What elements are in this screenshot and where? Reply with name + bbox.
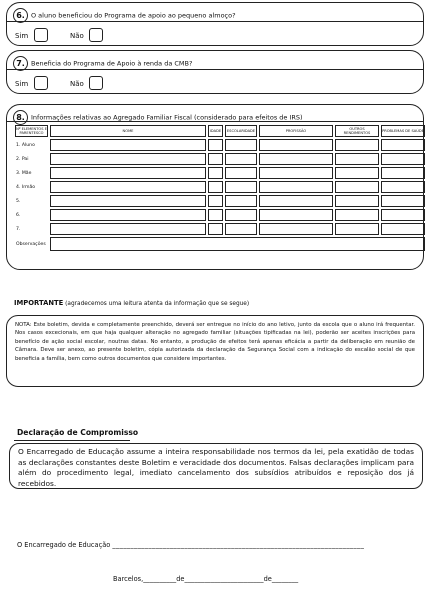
table-row — [15, 181, 425, 193]
observations-label: Observações — [16, 241, 46, 247]
question-6-box — [6, 2, 424, 46]
header-name: NOME — [50, 125, 206, 137]
signature-line — [17, 541, 364, 549]
profession-cell[interactable] — [259, 153, 333, 165]
question-8-text: Informações relativas ao Agregado Familiar Fiscal (considerado para efeitos de IRS) — [31, 113, 303, 122]
important-subtitle: (agradecemos uma leitura atenta da informação que se segue) — [63, 301, 250, 307]
education-cell[interactable] — [225, 167, 257, 179]
age-cell[interactable] — [208, 139, 223, 151]
date-city: Barcelos, — [113, 575, 144, 583]
declaration-text: O Encarregado de Educação assume a inteira responsabilidade nos termos da lei, pela exatidão de todas as declarações constantes deste Boletim e veracidade dos documentos. Falsas declarações implicam para além do procedimento legal, imediato cancelamento dos subsídios atribuídos e reposição dos já recebidos. — [18, 447, 414, 488]
question-7-divider — [7, 69, 423, 70]
date-line — [113, 575, 298, 583]
table-row — [15, 209, 425, 221]
education-cell[interactable] — [225, 195, 257, 207]
q6-no-label: Não — [70, 32, 84, 40]
age-cell[interactable] — [208, 153, 223, 165]
other-income-cell[interactable] — [335, 139, 379, 151]
row-label: 3. Mãe — [16, 170, 32, 176]
age-cell[interactable] — [208, 167, 223, 179]
other-income-cell[interactable] — [335, 209, 379, 221]
q7-yes-label: Sim — [15, 80, 29, 88]
health-cell[interactable] — [381, 139, 425, 151]
family-table-header — [15, 125, 425, 137]
name-cell[interactable] — [50, 181, 206, 193]
date-month-blank[interactable]: ________________________ — [184, 575, 264, 583]
table-row — [15, 139, 425, 151]
question-7-text: Beneficia do Programa de Apoio à renda da CMB? — [31, 59, 193, 68]
header-members: Nº ELEMENTOS E PARENTESCO — [16, 127, 47, 135]
date-year-blank[interactable]: ________ — [271, 575, 299, 583]
q6-yes-label: Sim — [15, 32, 29, 40]
question-8-box — [6, 104, 424, 270]
header-age: IDADE — [208, 125, 223, 137]
declaration-title-underline — [14, 440, 130, 441]
health-cell[interactable] — [381, 195, 425, 207]
row-label: 6. — [16, 212, 21, 218]
profession-cell[interactable] — [259, 139, 333, 151]
profession-cell[interactable] — [259, 223, 333, 235]
row-label: 1. Aluno — [16, 142, 35, 148]
q7-no-label: Não — [70, 80, 84, 88]
health-cell[interactable] — [381, 153, 425, 165]
age-cell[interactable] — [208, 209, 223, 221]
other-income-cell[interactable] — [335, 181, 379, 193]
signature-blank[interactable]: ______________________________________________________________________ — [112, 541, 365, 549]
other-income-cell[interactable] — [335, 153, 379, 165]
name-cell[interactable] — [50, 209, 206, 221]
family-table — [13, 123, 427, 253]
education-cell[interactable] — [225, 139, 257, 151]
health-cell[interactable] — [381, 167, 425, 179]
table-row-observations — [15, 237, 425, 251]
declaration-title: Declaração de Compromisso — [17, 428, 139, 437]
table-row — [15, 195, 425, 207]
important-title: IMPORTANTE — [14, 299, 64, 307]
education-cell[interactable] — [225, 209, 257, 221]
question-7-box — [6, 50, 424, 94]
date-de-1: de — [176, 575, 185, 583]
note-box — [6, 315, 424, 387]
table-row — [15, 153, 425, 165]
profession-cell[interactable] — [259, 167, 333, 179]
question-6-divider — [7, 21, 423, 22]
date-de-2: de — [263, 575, 272, 583]
name-cell[interactable] — [50, 195, 206, 207]
row-label: 5. — [16, 198, 21, 204]
age-cell[interactable] — [208, 223, 223, 235]
question-7-number: 7. — [13, 56, 28, 71]
other-income-cell[interactable] — [335, 167, 379, 179]
row-label: 4. Irmão — [16, 184, 36, 190]
table-row — [15, 223, 425, 235]
health-cell[interactable] — [381, 181, 425, 193]
education-cell[interactable] — [225, 153, 257, 165]
profession-cell[interactable] — [259, 195, 333, 207]
name-cell[interactable] — [50, 153, 206, 165]
name-cell[interactable] — [50, 139, 206, 151]
profession-cell[interactable] — [259, 209, 333, 221]
name-cell[interactable] — [50, 167, 206, 179]
question-6-number: 6. — [13, 8, 28, 23]
question-8-number: 8. — [13, 110, 28, 125]
header-other-income: OUTROS RENDIMENTOS — [335, 125, 379, 137]
education-cell[interactable] — [225, 181, 257, 193]
health-cell[interactable] — [381, 223, 425, 235]
q6-no-checkbox[interactable] — [89, 28, 103, 42]
education-cell[interactable] — [225, 223, 257, 235]
signature-label: O Encarregado de Educação — [17, 541, 111, 549]
header-profession: PROFISSÃO — [259, 125, 333, 137]
other-income-cell[interactable] — [335, 223, 379, 235]
table-row — [15, 167, 425, 179]
question-6-text: O aluno beneficiou do Programa de apoio ao pequeno almoço? — [31, 11, 236, 20]
age-cell[interactable] — [208, 195, 223, 207]
other-income-cell[interactable] — [335, 195, 379, 207]
q7-yes-checkbox[interactable] — [34, 76, 48, 90]
row-label: 7. — [16, 226, 21, 232]
question-8-divider — [7, 121, 423, 122]
row-label: 2. Pai — [16, 156, 29, 162]
important-heading — [14, 299, 249, 307]
header-education: ESCOLARIDADE — [225, 125, 257, 137]
note-text: NOTA: Este boletim, devida e completamente preenchido, deverá ser entregue no início do ano letivo, junto da escola que o aluno irá frequentar. Nos casos excecionais, em que haja qualquer alteração no agregado familiar (situações tipificadas na lei), poderão ser aceites inscrições para benefício de ação social escolar, noutras datas. No entanto, a produção de efeitos terá apenas eficácia a partir da deliberação em reunião de Câmara. Deve ser anexo, ao presente boletim, cópia autorizada da declaração da Segurança Social com a indicação do escalão social de que beneficia a família, bem como outros documentos que considere importantes. — [15, 322, 415, 362]
observations-field[interactable] — [50, 237, 425, 251]
header-health-problems: PROBLEMAS DE SAÚDE — [381, 125, 425, 137]
age-cell[interactable] — [208, 181, 223, 193]
q6-yes-checkbox[interactable] — [34, 28, 48, 42]
health-cell[interactable] — [381, 209, 425, 221]
declaration-box — [9, 443, 423, 489]
date-day-blank[interactable]: __________ — [143, 575, 177, 583]
name-cell[interactable] — [50, 223, 206, 235]
profession-cell[interactable] — [259, 181, 333, 193]
q7-no-checkbox[interactable] — [89, 76, 103, 90]
